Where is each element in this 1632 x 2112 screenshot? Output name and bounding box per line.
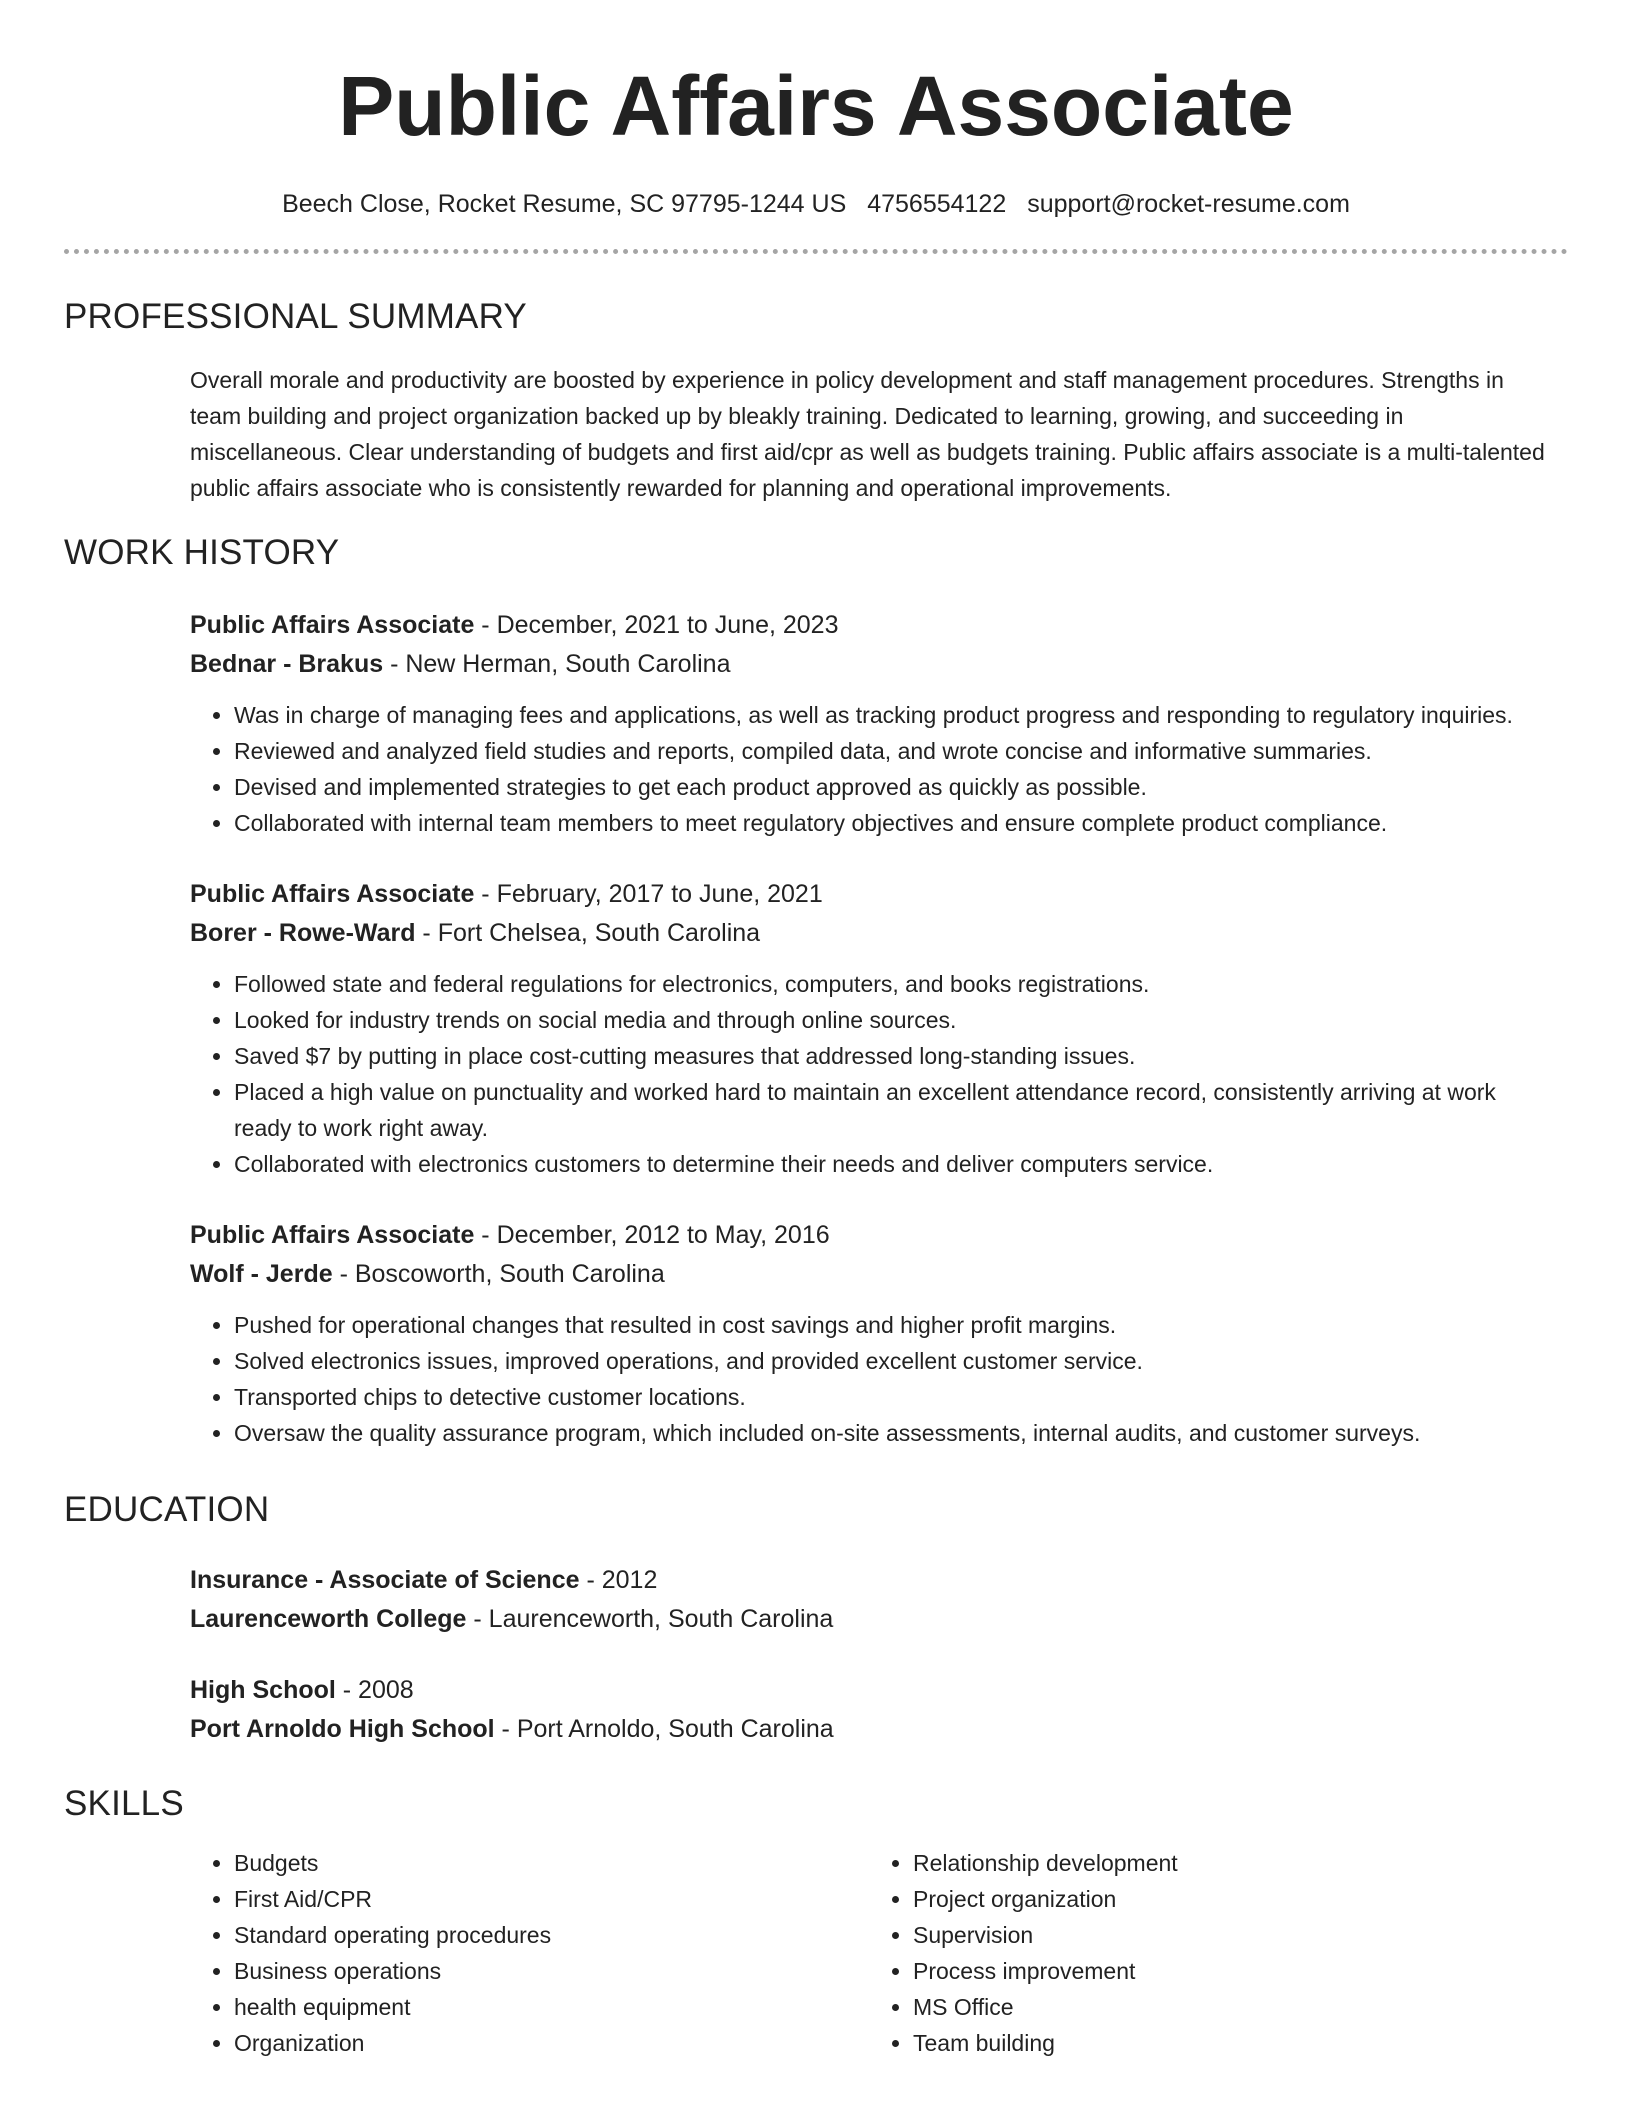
job-entry (190, 1216, 1548, 1451)
skills-heading: SKILLS (64, 1784, 184, 1823)
degree-line (190, 1561, 1548, 1600)
degree-line (190, 1671, 1548, 1710)
skill-item: • Business operations (234, 1953, 869, 1989)
contact-phone: 4756554122 (867, 190, 1007, 218)
resume-name: Public Affairs Associate (338, 59, 1294, 153)
work-history-section (190, 606, 1548, 1451)
job-bullets (190, 1307, 1548, 1451)
school-location: - Port Arnoldo, South Carolina (494, 1715, 834, 1743)
job-company: Borer - Rowe-Ward (190, 919, 416, 947)
skills-list-left (190, 1845, 869, 2061)
header-divider (64, 249, 1568, 254)
job-bullet: • Solved electronics issues, improved operations, and provided excellent customer service. (234, 1343, 1548, 1379)
skill-item: • health equipment (234, 1989, 869, 2025)
job-bullet: • Collaborated with electronics customers to determine their needs and deliver computers service. (234, 1146, 1548, 1182)
skill-item: • Standard operating procedures (234, 1917, 869, 1953)
degree-year: - 2008 (335, 1676, 414, 1704)
job-role: Public Affairs Associate (190, 1221, 475, 1249)
job-bullet: • Pushed for operational changes that resulted in cost savings and higher profit margins. (234, 1307, 1548, 1343)
skill-item: • Supervision (913, 1917, 1548, 1953)
contact-line (64, 184, 1568, 224)
job-entry (190, 606, 1548, 841)
job-bullet: • Oversaw the quality assurance program, which included on-site assessments, internal audits, and customer surveys. (234, 1415, 1548, 1451)
school-name: Port Arnoldo High School (190, 1715, 495, 1743)
job-bullet: • Transported chips to detective customer locations. (234, 1379, 1548, 1415)
job-location: - Boscoworth, South Carolina (332, 1260, 665, 1288)
school-location: - Laurenceworth, South Carolina (466, 1605, 834, 1633)
summary-section (190, 362, 1548, 506)
skill-item: • Budgets (234, 1845, 869, 1881)
job-title-line (190, 1216, 1548, 1255)
skill-item: • Process improvement (913, 1953, 1548, 1989)
job-company: Wolf - Jerde (190, 1260, 333, 1288)
contact-email: support@rocket-resume.com (1027, 190, 1350, 218)
education-entry (190, 1561, 1548, 1639)
job-company-line (190, 914, 1548, 953)
skill-item: • First Aid/CPR (234, 1881, 869, 1917)
job-bullets (190, 697, 1548, 841)
school-line (190, 1710, 1548, 1749)
job-company-line (190, 645, 1548, 684)
job-bullets (190, 966, 1548, 1182)
job-company-line (190, 1255, 1548, 1294)
work-history-heading: WORK HISTORY (64, 533, 340, 572)
summary-heading: PROFESSIONAL SUMMARY (64, 297, 527, 336)
skill-item: • Organization (234, 2025, 869, 2061)
school-name: Laurenceworth College (190, 1605, 467, 1633)
job-location: - Fort Chelsea, South Carolina (415, 919, 761, 947)
job-bullet: • Looked for industry trends on social media and through online sources. (234, 1002, 1548, 1038)
degree-name: Insurance - Associate of Science (190, 1566, 580, 1594)
job-company: Bednar - Brakus (190, 650, 384, 678)
job-dates: - February, 2017 to June, 2021 (474, 880, 823, 908)
job-title-line (190, 606, 1548, 645)
job-bullet: • Placed a high value on punctuality and worked hard to maintain an excellent attendance record, consistently arriving at work ready to work right away. (234, 1074, 1548, 1146)
job-bullet: • Reviewed and analyzed field studies and reports, compiled data, and wrote concise and informative summaries. (234, 733, 1548, 769)
education-section (190, 1561, 1548, 1749)
job-dates: - December, 2021 to June, 2023 (474, 611, 839, 639)
school-line (190, 1600, 1548, 1639)
contact-address: Beech Close, Rocket Resume, SC 97795-1244 US (282, 190, 847, 218)
skill-item: • MS Office (913, 1989, 1548, 2025)
job-bullet: • Devised and implemented strategies to get each product approved as quickly as possible. (234, 769, 1548, 805)
job-role: Public Affairs Associate (190, 611, 475, 639)
degree-year: - 2012 (579, 1566, 658, 1594)
job-dates: - December, 2012 to May, 2016 (474, 1221, 830, 1249)
job-role: Public Affairs Associate (190, 880, 475, 908)
job-bullet: • Followed state and federal regulations for electronics, computers, and books registrations. (234, 966, 1548, 1002)
skills-list-right (869, 1845, 1548, 2061)
job-bullet: • Collaborated with internal team members to meet regulatory objectives and ensure complete product compliance. (234, 805, 1548, 841)
degree-name: High School (190, 1676, 336, 1704)
skill-item: • Team building (913, 2025, 1548, 2061)
skill-item: • Relationship development (913, 1845, 1548, 1881)
job-location: - New Herman, South Carolina (383, 650, 731, 678)
job-entry (190, 875, 1548, 1182)
job-bullet: • Saved $7 by putting in place cost-cutting measures that addressed long-standing issues. (234, 1038, 1548, 1074)
education-heading: EDUCATION (64, 1490, 270, 1529)
job-title-line (190, 875, 1548, 914)
education-entry (190, 1671, 1548, 1749)
job-bullet: • Was in charge of managing fees and applications, as well as tracking product progress and responding to regulatory inquiries. (234, 697, 1548, 733)
summary-text: Overall morale and productivity are boosted by experience in policy development and staff management procedures. Strengths in team building and project organization backed up by bleakly training. Dedicated to learning, growing, and succeeding in miscellaneous. Clear understanding of budgets and first aid/cpr as well as budgets training. Public affairs associate is a multi-talented public affairs associate who is consistently rewarded for planning and operational improvements. (190, 367, 1545, 501)
skills-section (190, 1845, 1548, 2061)
skill-item: • Project organization (913, 1881, 1548, 1917)
